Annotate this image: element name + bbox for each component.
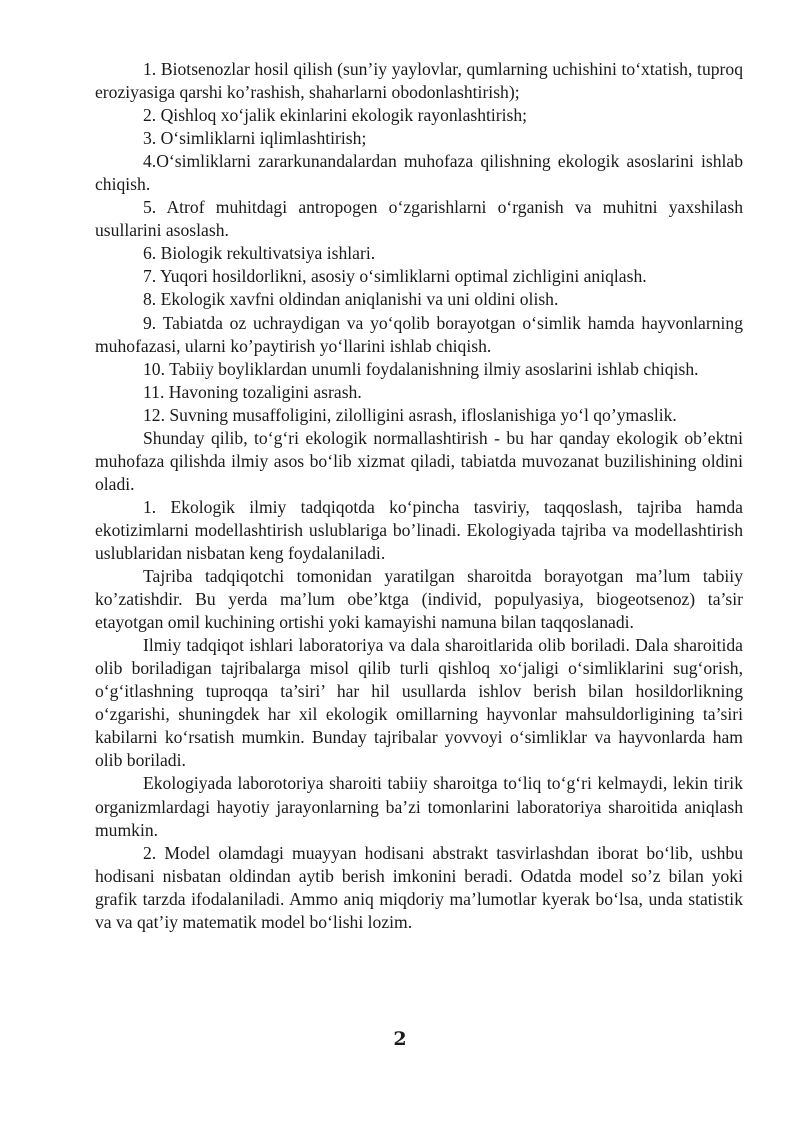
paragraph-18: 2. Model olamdagi muayyan hodisani abstrakt tasvirlashdan iborat bo‘lib, ushbu hodisani nisbatan oldindan aytib berish imkonini beradi. Odatda model so’z bilan yoki grafik tarzda ifodalaniladi. Ammo aniq miqdoriy ma’lumotlar kyerak bo‘lsa, unda statistik va va qat’iy matematik model bo‘lishi lozim. (95, 842, 743, 932)
paragraph-10: 10. Tabiiy boyliklardan unumli foydalanishning ilmiy asoslarini ishlab chiqish. (143, 358, 699, 379)
paragraph-3: 3. O‘simliklarni iqlimlashtirish; (143, 128, 367, 149)
paragraph-5: 5. Atrof muhitdagi antropogen o‘zgarishlarni o‘rganish va muhitni yaxshilash usullarini asoslash. (95, 197, 743, 241)
paragraph-8: 8. Ekologik xavfni oldindan aniqlanishi va uni oldini olish. (143, 289, 559, 310)
document-page (95, 58, 743, 934)
paragraph-11: 11. Havoning tozaligini asrash. (143, 381, 362, 402)
paragraph-15: Tajriba tadqiqotchi tomonidan yaratilgan sharoitda borayotgan ma’lum tabiiy ko’zatishdir. Bu yerda ma’lum obe’ktga (individ, populyasiya, biogeotsenoz) ta’sir etayotgan omil kuchining ortishi yoki kamayishi namuna bilan taqqoslanadi. (95, 566, 743, 633)
paragraph-7: 7. Yuqori hosildorlikni, asosiy o‘simliklarni optimal zichligini aniqlash. (143, 266, 647, 287)
paragraph-13: Shunday qilib, to‘g‘ri ekologik normallashtirish - bu har qanday ekologik ob’ektni muhofaza qilishda ilmiy asos bo‘lib xizmat qiladi, tabiatda muvozanat buzilishining oldini oladi. (95, 427, 743, 494)
paragraph-16: Ilmiy tadqiqot ishlari laboratoriya va dala sharoitlarida olib boriladi. Dala sharoitida olib boriladigan tajribalarga misol qilib turli qishloq xo‘jaligi o‘simliklarini sug‘orish, o‘g‘itlashning tuproqqa ta’siri’ har hil usullarda ishlov berish bilan hosildorlikning o‘zgarishi, shuningdek har xil ekologik omillarning hayvonlar mahsuldorligining ta’siri kabilarni ko‘rsatish mumkin. Bunday tajribalar yovvoyi o‘simliklar va hayvonlarda ham olib boriladi. (95, 635, 743, 771)
paragraph-6: 6. Biologik rekultivatsiya ishlari. (143, 243, 376, 264)
paragraph-1: 1. Biotsenozlar hosil qilish (sun’iy yaylovlar, qumlarning uchishini to‘xtatish, tuproq eroziyasiga qarshi ko’rashish, shaharlarni obodonlashtirish); (95, 59, 743, 103)
paragraph-17: Ekologiyada laborotoriya sharoiti tabiiy sharoitga to‘liq to‘g‘ri kelmaydi, lekin tirik organizmlardagi hayotiy jarayonlarning ba’zi tomonlarini laboratoriya sharoitida aniqlash mumkin. (95, 773, 743, 840)
paragraph-2: 2. Qishloq xo‘jalik ekinlarini ekologik rayonlashtirish; (143, 105, 528, 126)
paragraph-14: 1. Ekologik ilmiy tadqiqotda ko‘pincha tasviriy, taqqoslash, tajriba hamda ekotizimlarni modellashtirish uslublariga bo’linadi. Ekologiyada tajriba va modellashtirish uslublaridan nisbatan keng foydalaniladi. (95, 496, 743, 563)
page-number: 2 (393, 1028, 407, 1050)
paragraph-9: 9. Tabiatda oz uchraydigan va yo‘qolib borayotgan o‘simlik hamda hayvonlarning muhofazasi, ularni ko’paytirish yo‘llarini ishlab chiqish. (95, 312, 743, 356)
paragraph-12: 12. Suvning musaffoligini, zilolligini asrash, ifloslanishiga yo‘l qo’ymaslik. (143, 404, 677, 425)
paragraph-4: 4.O‘simliklarni zararkunandalardan muhofaza qilishning ekologik asoslarini ishlab chiqish. (95, 151, 743, 195)
